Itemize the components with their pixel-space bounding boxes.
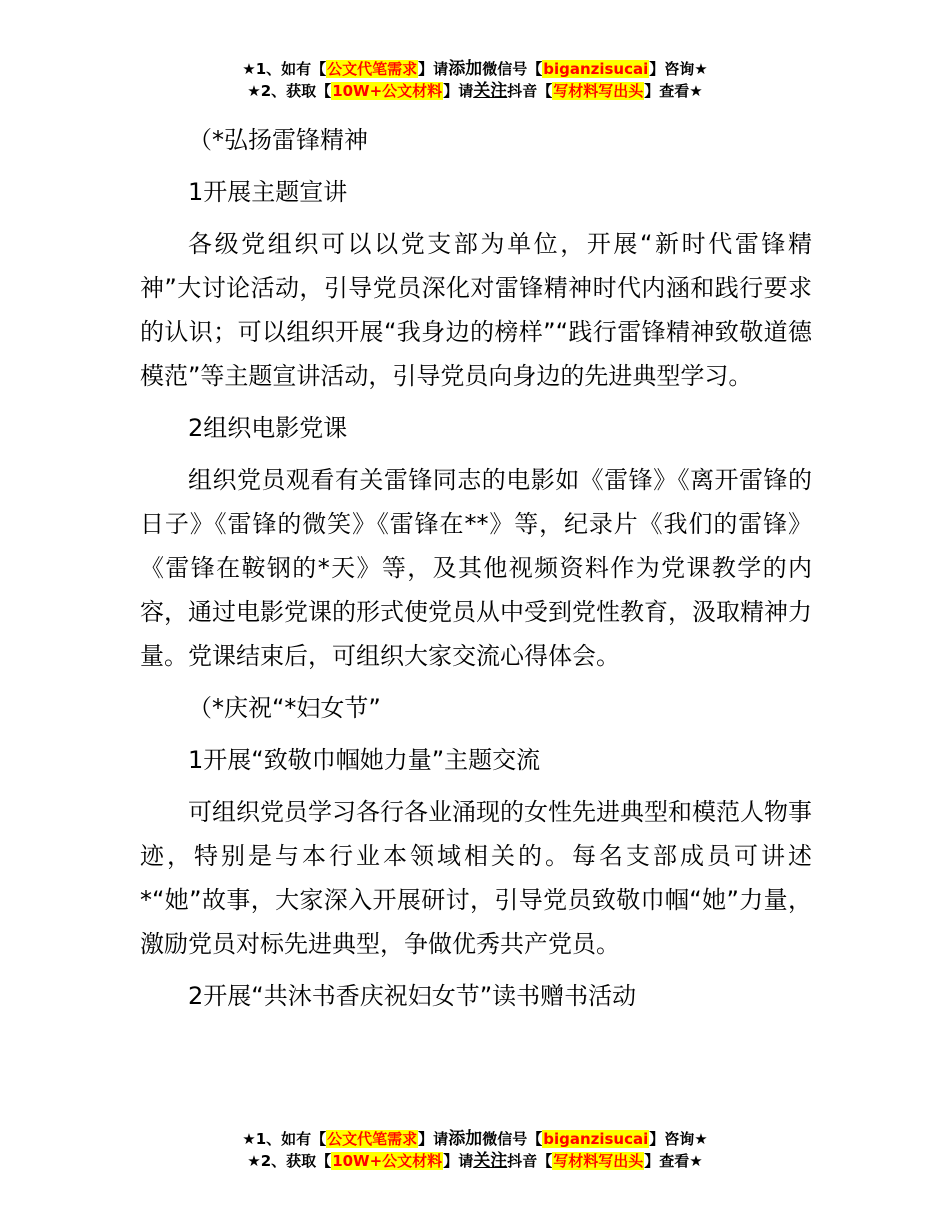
subsection-heading: 2开展“共沐书香庆祝妇女节”读书赠书活动 (188, 982, 637, 1010)
banner-text: 】请 (418, 1130, 449, 1148)
banner-emphasis: 添加 (448, 59, 483, 79)
body-paragraph: 可组织党员学习各行各业涌现的女性先进典型和模范人物事迹，特别是与本行业本领域相关的。每名支部成员可讲述*“她”故事，大家深入开展研讨，引导党员致敬巾帼“她”力量，激励党员对标先进典型，争做优秀共产党员。 (140, 798, 812, 958)
banner-wechat-id: biganzisucai (543, 60, 649, 78)
body-paragraph: 组织党员观看有关雷锋同志的电影如《雷锋》《离开雷锋的日子》《雷锋的微笑》《雷锋在**》等，纪录片《我们的雷锋》《雷锋在鞍钢的*天》等，及其他视频资料作为党课教学的内容，通过电影党课的形式使党员从中受到党性教育，汲取精神力量。党课结束后，可组织大家交流心得体会。 (140, 466, 812, 670)
footer-banner (0, 1128, 950, 1172)
banner-highlight: 写材料写出头 (553, 82, 644, 100)
header-banner (0, 58, 950, 102)
banner-text: 】咨询★ (649, 60, 708, 78)
banner-text: 】咨询★ (649, 1130, 708, 1148)
banner-text: 】请 (443, 82, 474, 100)
banner-text: 】请 (418, 60, 449, 78)
banner-line-1 (0, 1128, 950, 1150)
banner-text: 微信号【 (482, 60, 543, 78)
banner-text: ★1、如有【 (242, 1130, 327, 1148)
subsection-heading: 1开展主题宣讲 (188, 178, 348, 206)
banner-text: 微信号【 (482, 1130, 543, 1148)
banner-wechat-id: biganzisucai (543, 1130, 649, 1148)
banner-text: 】查看★ (644, 82, 703, 100)
banner-emphasis: 关注 (473, 81, 508, 101)
banner-highlight: 公文代笔需求 (327, 1130, 418, 1148)
banner-emphasis: 关注 (473, 1151, 508, 1171)
banner-text: 】查看★ (644, 1152, 703, 1170)
document-body (140, 118, 812, 1026)
banner-text: 抖音【 (507, 82, 553, 100)
banner-text: ★1、如有【 (242, 60, 327, 78)
section-heading: （*庆祝“*妇女节” (188, 694, 381, 722)
banner-line-2 (0, 80, 950, 102)
banner-highlight: 10W+公文材料 (332, 82, 443, 100)
banner-text: ★2、获取【 (247, 1152, 332, 1170)
banner-text: 】请 (443, 1152, 474, 1170)
banner-line-2 (0, 1150, 950, 1172)
banner-highlight: 10W+公文材料 (332, 1152, 443, 1170)
banner-emphasis: 添加 (448, 1129, 483, 1149)
section-heading: （*弘扬雷锋精神 (188, 126, 368, 154)
banner-text: ★2、获取【 (247, 82, 332, 100)
banner-text: 抖音【 (507, 1152, 553, 1170)
banner-line-1 (0, 58, 950, 80)
banner-highlight: 公文代笔需求 (327, 60, 418, 78)
subsection-heading: 2组织电影党课 (188, 414, 348, 442)
banner-highlight: 写材料写出头 (553, 1152, 644, 1170)
subsection-heading: 1开展“致敬巾帼她力量”主题交流 (188, 746, 541, 774)
body-paragraph: 各级党组织可以以党支部为单位，开展“新时代雷锋精神”大讨论活动，引导党员深化对雷锋精神时代内涵和践行要求的认识；可以组织开展“我身边的榜样”“践行雷锋精神致敬道德模范”等主题宣讲活动，引导党员向身边的先进典型学习。 (140, 230, 812, 390)
